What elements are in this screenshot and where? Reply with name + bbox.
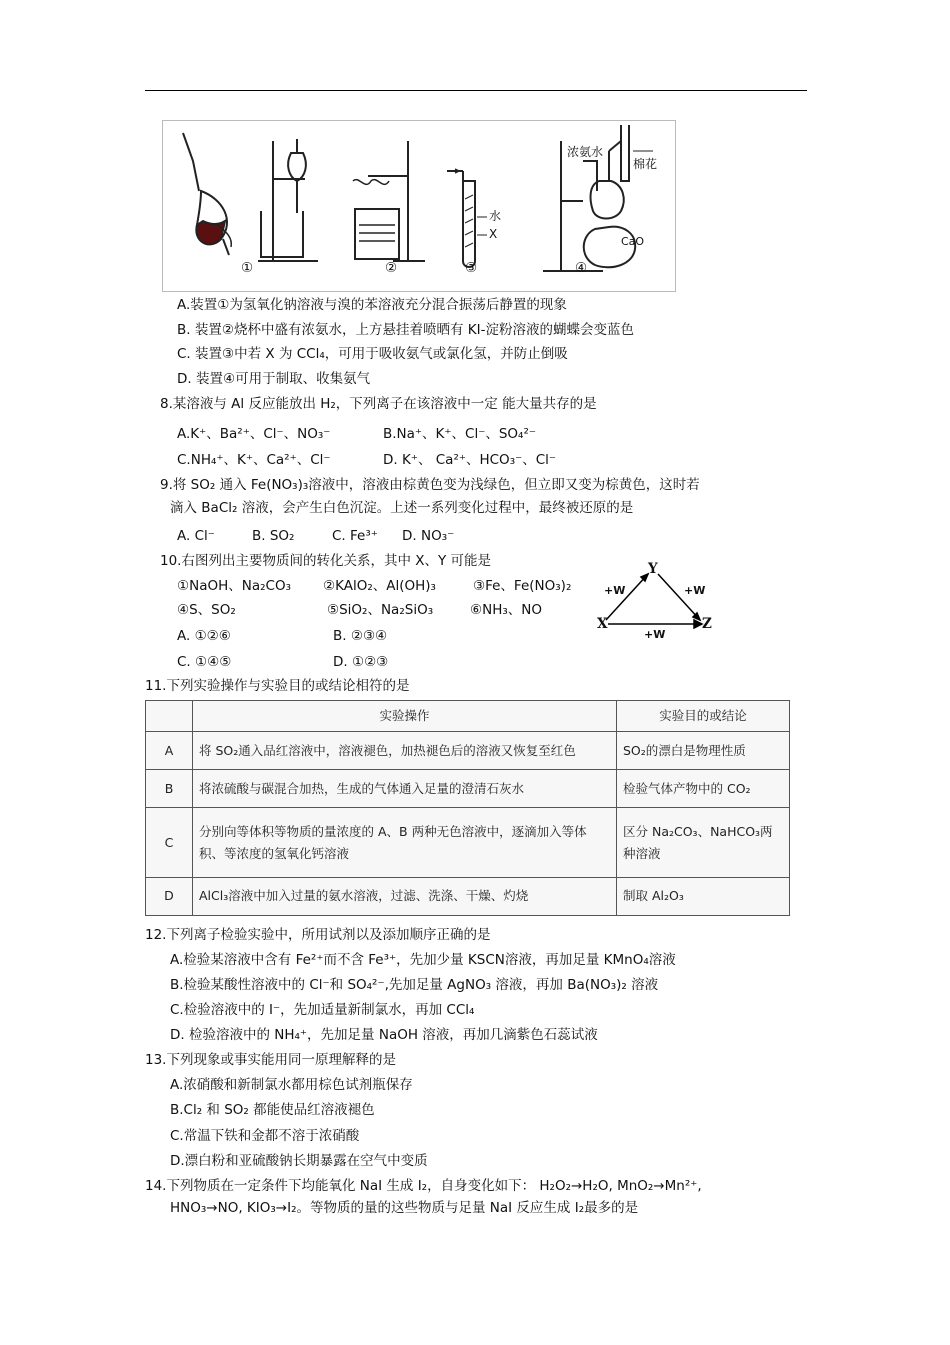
table-cell: 分别向等体积等物质的量浓度的 A、B 两种无色溶液中，逐滴加入等体积、等浓度的氢氧化钙溶液 [193,808,617,877]
q10-choice-1: ①NaOH、Na₂CO₃ [177,578,291,594]
cotton-label: 棉花 [633,157,658,171]
q7-option-a: A.装置①为氢氧化钠溶液与溴的苯溶液充分混合振荡后静置的现象 [177,297,567,313]
apparatus-figure [162,120,676,292]
table-cell: B [146,770,193,808]
conversion-triangle-diagram [592,560,722,645]
node-y: Y [648,561,658,577]
q8-option-c: C.NH₄⁺、K⁺、Ca²⁺、Cl⁻ [177,452,331,468]
table-row [146,808,790,877]
ammonia-label: 浓氨水 [567,145,604,159]
table-cell: A [146,732,193,770]
q10-option-b: B. ②③④ [333,628,388,644]
q13-option-b: B.Cl₂ 和 SO₂ 都能使品红溶液褪色 [170,1102,375,1118]
q10-choice-2: ②KAlO₂、Al(OH)₃ [323,578,436,594]
q8-option-a: A.K⁺、Ba²⁺、Cl⁻、NO₃⁻ [177,426,331,442]
q10-option-a: A. ①②⑥ [177,628,231,644]
edge-label-xy: +W [604,584,626,597]
water-label: 水 [489,209,502,223]
q8-option-b: B.Na⁺、K⁺、Cl⁻、SO₄²⁻ [383,426,536,442]
table-row [146,877,790,915]
experiment-table [145,700,790,916]
q12-option-c: C.检验溶液中的 I⁻，先加适量新制氯水，再加 CCl₄ [170,1002,475,1018]
x-label: X [489,227,498,241]
q9-stem-line1: 9.将 SO₂ 通入 Fe(NO₃)₃溶液中，溶液由棕黄色变为浅绿色，但立即又变为棕黄色，这时若 [160,477,700,493]
table-header-cell [146,701,193,732]
node-x: X [597,616,608,632]
table-cell: AlCl₃溶液中加入过量的氨水溶液，过滤、洗涤、干燥、灼烧 [193,877,617,915]
q7-option-b: B. 装置②烧杯中盛有浓氨水，上方悬挂着喷晒有 KI-淀粉溶液的蝴蝶会变蓝色 [177,322,634,338]
cao-label: CaO [621,235,645,248]
q10-choice-6: ⑥NH₃、NO [470,602,542,618]
q13-option-a: A.浓硝酸和新制氯水都用棕色试剂瓶保存 [170,1077,413,1093]
edge-label-xz: +W [644,628,666,641]
q13-option-c: C.常温下铁和金都不溶于浓硝酸 [170,1128,360,1144]
q10-choice-5: ⑤SiO₂、Na₂SiO₃ [327,602,434,618]
circle-label-4: ④ [575,260,588,276]
q7-option-d: D. 装置④可用于制取、收集氨气 [177,371,371,387]
table-cell: 将 SO₂通入品红溶液中，溶液褪色，加热褪色后的溶液又恢复至红色 [193,732,617,770]
circle-label-2: ② [385,260,398,276]
q10-option-c: C. ①④⑤ [177,654,232,670]
q10-option-d: D. ①②③ [333,654,389,670]
table-cell: 检验气体产物中的 CO₂ [617,770,790,808]
q8-option-d: D. K⁺、 Ca²⁺、HCO₃⁻、Cl⁻ [383,452,557,468]
q9-option-b: B. SO₂ [252,528,295,544]
q12-stem: 12.下列离子检验实验中，所用试剂以及添加顺序正确的是 [145,927,491,943]
table-cell: SO₂的漂白是物理性质 [617,732,790,770]
q7-option-c: C. 装置③中若 X 为 CCl₄，可用于吸收氨气或氯化氢，并防止倒吸 [177,346,568,362]
q9-option-c: C. Fe³⁺ [332,528,378,544]
table-cell: 区分 Na₂CO₃、NaHCO₃两种溶液 [617,808,790,877]
table-row [146,732,790,770]
q10-choice-4: ④S、SO₂ [177,602,236,618]
edge-label-yz: +W [684,584,706,597]
table-cell: C [146,808,193,877]
table-cell: 制取 Al₂O₃ [617,877,790,915]
table-header-cell: 实验目的或结论 [617,701,790,732]
table-cell: 将浓硫酸与碳混合加热，生成的气体通入足量的澄清石灰水 [193,770,617,808]
q10-stem: 10.右图列出主要物质间的转化关系，其中 X、Y 可能是 [160,553,492,569]
circle-label-3: ③ [465,260,478,276]
q11-stem: 11.下列实验操作与实验目的或结论相符的是 [145,678,410,694]
q8-stem: 8.某溶液与 Al 反应能放出 H₂，下列离子在该溶液中一定 能大量共存的是 [160,396,597,412]
table-header-cell: 实验操作 [193,701,617,732]
q9-option-a: A. Cl⁻ [177,528,215,544]
q13-option-d: D.漂白粉和亚硫酸钠长期暴露在空气中变质 [170,1153,428,1169]
q10-choice-3: ③Fe、Fe(NO₃)₂ [473,578,572,594]
table-cell: D [146,877,193,915]
q12-option-b: B.检验某酸性溶液中的 Cl⁻和 SO₄²⁻,先加足量 AgNO₃ 溶液，再加 Ba(NO₃)₂ 溶液 [170,977,659,993]
q9-stem-line2: 滴入 BaCl₂ 溶液，会产生白色沉淀。上述一系列变化过程中，最终被还原的是 [170,500,634,516]
header-rule [145,90,807,91]
q9-option-d: D. NO₃⁻ [402,528,455,544]
table-row [146,770,790,808]
q13-stem: 13.下列现象或事实能用同一原理解释的是 [145,1052,396,1068]
q12-option-d: D. 检验溶液中的 NH₄⁺，先加足量 NaOH 溶液，再加几滴紫色石蕊试液 [170,1027,598,1043]
q14-stem-line1: 14.下列物质在一定条件下均能氧化 NaI 生成 I₂，自身变化如下： H₂O₂→H₂O, MnO₂→Mn²⁺, [145,1178,702,1194]
q14-stem-line2: HNO₃→NO, KIO₃→I₂。等物质的量的这些物质与足量 NaI 反应生成 I₂最多的是 [170,1200,639,1216]
circle-label-1: ① [241,260,254,276]
node-z: Z [702,616,712,632]
q12-option-a: A.检验某溶液中含有 Fe²⁺而不含 Fe³⁺，先加少量 KSCN溶液，再加足量 KMnO₄溶液 [170,952,676,968]
table-header-row [146,701,790,732]
